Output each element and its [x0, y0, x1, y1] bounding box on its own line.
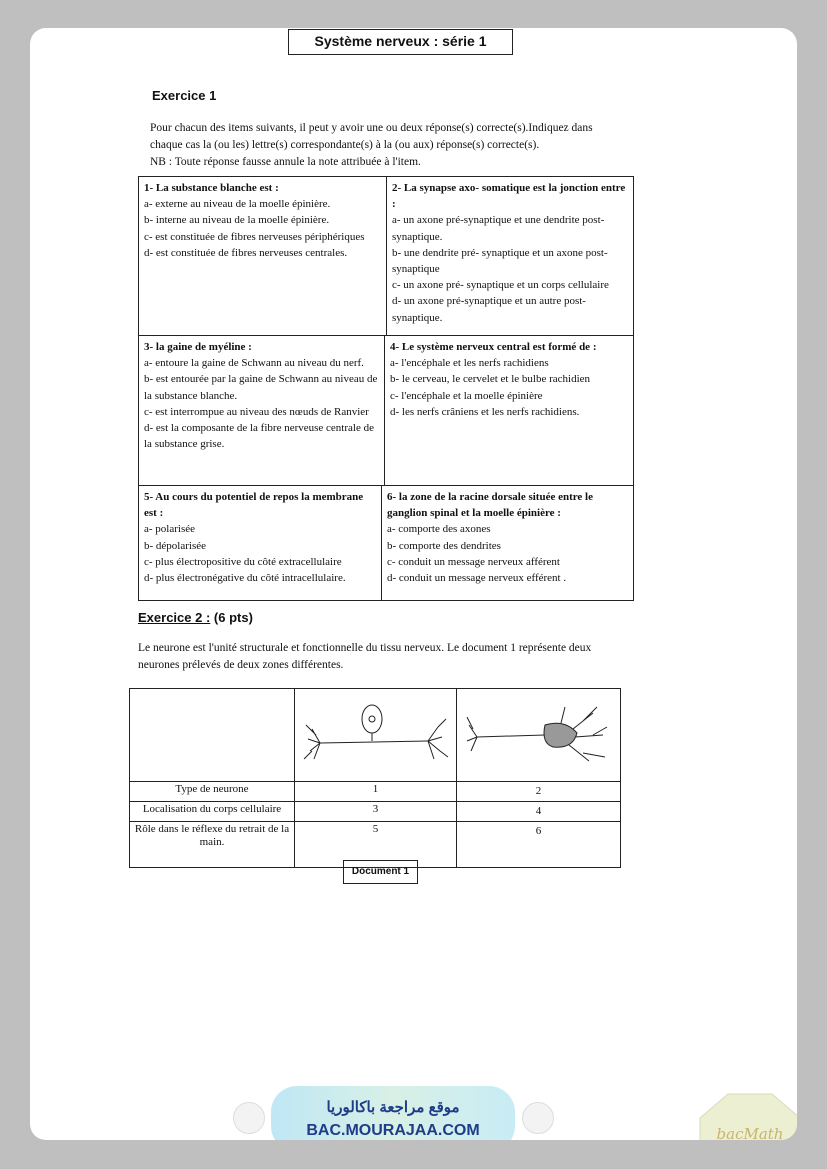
item-2	[387, 177, 633, 329]
badge-text: bacMath	[716, 1125, 784, 1140]
cell-4: 4	[535, 805, 542, 817]
cell-6: 6	[535, 825, 542, 837]
table-divider	[294, 689, 295, 867]
option: a- entoure la gaine de Schwann au niveau du nerf.	[144, 357, 364, 370]
cell-3: 3	[372, 803, 379, 815]
document-page	[30, 28, 797, 1140]
cell-2: 2	[535, 785, 542, 797]
item-1	[139, 177, 386, 264]
exercise2-points: (6 pts)	[213, 610, 253, 625]
item-question: 4- Le système nerveux central est formé de :	[390, 341, 597, 353]
row-label-localisation: Localisation du corps cellulaire	[142, 803, 282, 815]
row-label-type: Type de neurone	[175, 783, 249, 795]
option: c- l'encéphale et la moelle épinière	[390, 389, 543, 402]
option: c- est constituée de fibres nerveuses périphériques	[144, 230, 365, 243]
option: d- un axone pré-synaptique et un autre post-synaptique.	[392, 295, 586, 324]
bacmath-badge	[698, 1092, 797, 1140]
option: c- un axone pré- synaptique et un corps cellulaire	[392, 279, 609, 292]
note-text: NB : Toute réponse fausse annule la note attribuée à l'item.	[150, 156, 421, 168]
site-logo-right	[522, 1102, 554, 1134]
option: c- plus électropositive du côté extracellulaire	[144, 555, 342, 568]
option: d- est la composante de la fibre nerveuse centrale de la substance grise.	[144, 422, 374, 451]
table-divider	[456, 689, 457, 867]
item-question: 2- La synapse axo- somatique est la jonction entre :	[392, 182, 626, 211]
exercise1-title: Exercice 1	[152, 88, 217, 103]
option: d- plus électronégative du côté intracellulaire.	[144, 572, 346, 585]
exercise1-instructions	[150, 120, 620, 171]
document-label: Document 1	[343, 860, 418, 884]
option: a- externe au niveau de la moelle épinière.	[144, 198, 331, 211]
site-name-arabic: موقع مراجعة باكالوريا	[326, 1099, 460, 1116]
option: a- un axone pré-synaptique et une dendrite post-synaptique.	[392, 214, 605, 243]
option: b- est entourée par la gaine de Schwann au niveau de la substance blanche.	[144, 373, 378, 402]
item-question: 1- La substance blanche est :	[144, 182, 279, 194]
neuron-2-drawing	[465, 699, 615, 775]
option: c- conduit un message nerveux afférent	[387, 555, 560, 568]
item-question: 3- la gaine de myéline :	[144, 341, 252, 353]
cell-1: 1	[372, 783, 379, 795]
neuron-1-drawing	[300, 699, 450, 775]
item-3	[139, 336, 384, 455]
site-logo-left	[233, 1102, 265, 1134]
exercise2-heading: Exercice 2 :	[138, 610, 211, 625]
option: c- est interrompue au niveau des nœuds de Ranvier	[144, 405, 369, 418]
item-question: 5- Au cours du potentiel de repos la membrane est :	[144, 491, 364, 520]
option: d- les nerfs crâniens et les nerfs rachidiens.	[390, 405, 580, 418]
document1-table	[129, 688, 621, 868]
option: d- conduit un message nerveux efférent .	[387, 572, 567, 585]
item-question: 6- la zone de la racine dorsale située entre le ganglion spinal et la moelle épinière :	[387, 491, 593, 520]
item-6	[382, 486, 633, 589]
exercise2-title	[138, 610, 253, 625]
item-4	[385, 336, 633, 423]
site-url[interactable]: BAC.MOURAJAA.COM	[306, 1122, 480, 1139]
option: a- comporte des axones	[387, 523, 491, 536]
row-label-role: Rôle dans le réflexe du retrait de la main.	[134, 823, 290, 848]
mcq-grid	[138, 176, 634, 601]
option: b- dépolarisée	[144, 539, 206, 552]
option: d- est constituée de fibres nerveuses centrales.	[144, 246, 348, 259]
page-title: Système nerveux : série 1	[288, 29, 513, 55]
option: a- polarisée	[144, 523, 195, 536]
option: a- l'encéphale et les nerfs rachidiens	[390, 357, 549, 370]
option: b- le cerveau, le cervelet et le bulbe rachidien	[390, 373, 591, 386]
exercise2-text: Le neurone est l'unité structurale et fonctionnelle du tissu nerveux. Le document 1 représente deux neurones prélevés de deux zones différentes.	[138, 642, 592, 671]
cell-5: 5	[372, 823, 379, 835]
option: b- interne au niveau de la moelle épinière.	[144, 214, 330, 227]
option: b- une dendrite pré- synaptique et un axone post-synaptique	[392, 246, 608, 276]
instructions-text: Pour chacun des items suivants, il peut y avoir une ou deux réponse(s) correcte(s).Indiquez dans chaque cas la (ou les) lettre(s) correspondante(s) à la (ou aux) réponse(s) correcte(s).	[150, 122, 593, 151]
item-5	[139, 486, 381, 589]
site-banner[interactable]	[271, 1086, 515, 1140]
option: b- comporte des dendrites	[387, 539, 501, 552]
